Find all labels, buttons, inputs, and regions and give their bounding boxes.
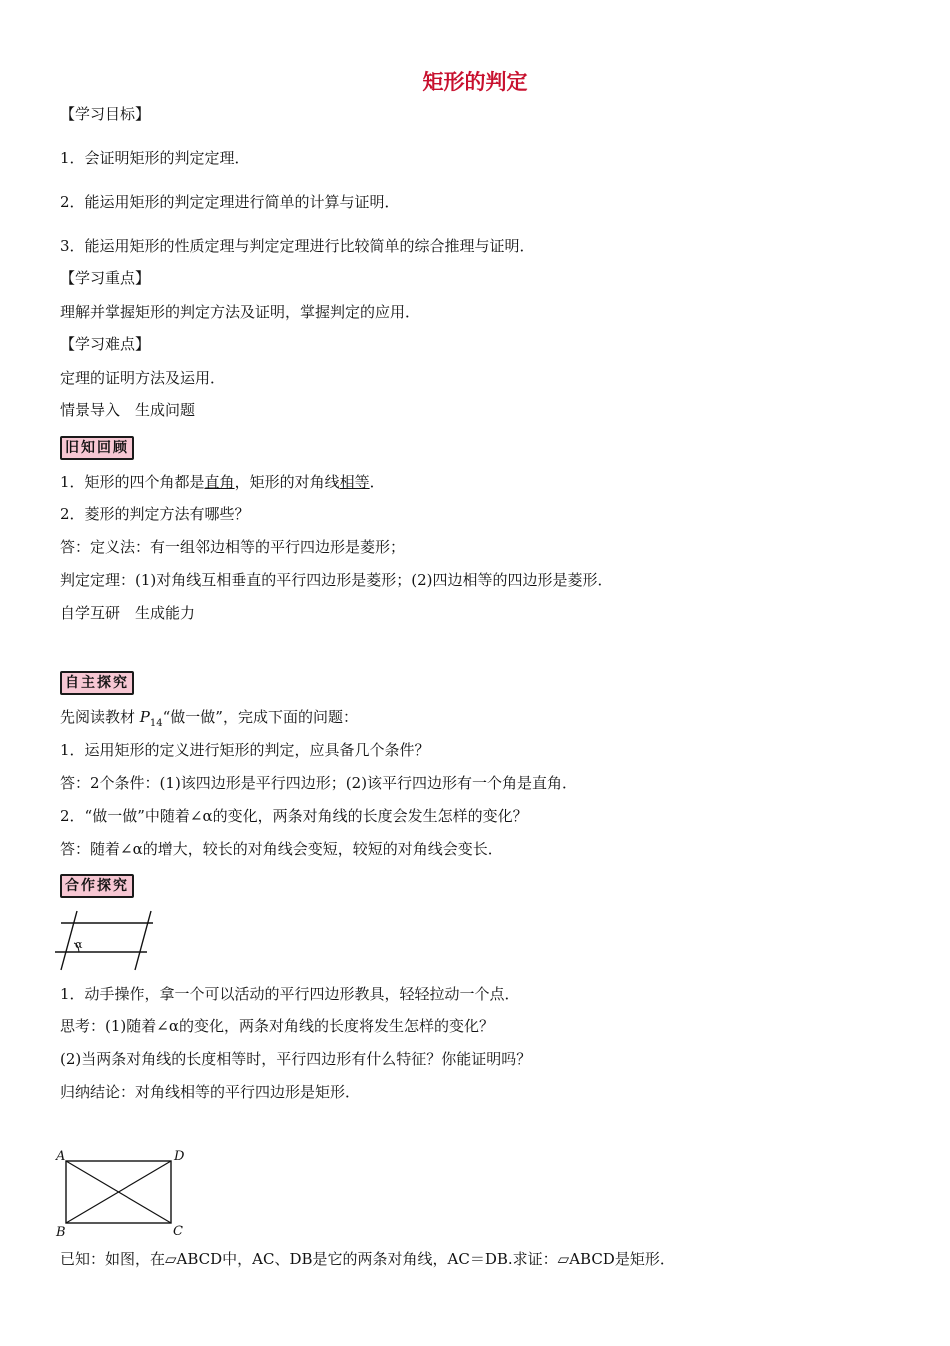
coop-think2: (2)当两条对角线的长度相等时，平行四边形有什么特征？你能证明吗？: [60, 1050, 532, 1068]
difficulties-heading: 【学习难点】: [60, 335, 151, 353]
vertex-label-d: D: [174, 1149, 185, 1164]
goal-item-2: 2．能运用矩形的判定定理进行简单的计算与证明．: [60, 193, 400, 211]
review-q2: 2．菱形的判定方法有哪些？: [60, 505, 250, 523]
review-a2-line1: 答：定义法：有一组邻边相等的平行四边形是菱形；: [60, 538, 406, 556]
transversal-right: [135, 911, 151, 970]
review-q1-answer-equal: 相等: [339, 473, 370, 491]
rectangle-abcd-figure: [52, 1146, 192, 1238]
coop-conclusion: 归纳结论：对角线相等的平行四边形是矩形．: [60, 1083, 361, 1101]
parallelogram-figure: [55, 908, 160, 974]
explore-q2: 2．“做一做”中随着∠α的变化，两条对角线的长度会发生怎样的变化？: [60, 807, 528, 825]
vertex-label-a: A: [56, 1149, 66, 1164]
explore-lead-part: “做一做”，完成下面的问题：: [162, 708, 358, 726]
coop-step1: 1．动手操作，拿一个可以活动的平行四边形教具，轻轻拉动一个点．: [60, 985, 520, 1003]
review-q1: [60, 472, 385, 492]
review-q1-part: ，矩形的对角线: [234, 473, 340, 491]
intro-heading: 情景导入 生成问题: [60, 401, 196, 419]
goal-item-3: 3．能运用矩形的性质定理与判定定理进行比较简单的综合推理与证明．: [60, 237, 535, 255]
review-q1-part: 1．矩形的四个角都是: [60, 473, 205, 491]
explore-lead-page-number: 14: [149, 718, 163, 729]
explore-badge: 自主探究: [60, 671, 134, 695]
review-q1-part: ．: [369, 473, 385, 491]
review-badge: 旧知回顾: [60, 436, 134, 460]
coop-badge: 合作探究: [60, 874, 134, 898]
given-prove-statement: 已知：如图，在▱ABCD中，AC、DB是它的两条对角线，AC＝DB.求证：▱ABCD是矩形．: [60, 1250, 675, 1268]
explore-a2: 答：随着∠α的增大，较长的对角线会变短，较短的对角线会变长．: [60, 840, 503, 858]
review-q1-answer-right-angle: 直角: [204, 473, 235, 491]
vertex-label-c: C: [173, 1224, 183, 1238]
goal-item-1: 1．会证明矩形的判定定理．: [60, 149, 250, 167]
explore-lead: [60, 707, 358, 734]
page-title: 矩形的判定: [422, 70, 528, 94]
angle-alpha-label: α: [75, 938, 83, 951]
explore-q1: 1．运用矩形的定义进行矩形的判定，应具备几个条件？: [60, 741, 430, 759]
coop-think1: 思考：(1)随着∠α的变化，两条对角线的长度将发生怎样的变化？: [60, 1017, 494, 1035]
explore-lead-page: P: [139, 708, 150, 726]
key-points-heading: 【学习重点】: [60, 269, 151, 287]
self-study-heading: 自学互研 生成能力: [60, 604, 196, 622]
review-a2-line2: 判定定理：(1)对角线互相垂直的平行四边形是菱形；(2)四边相等的四边形是菱形．: [60, 571, 613, 589]
explore-lead-part: 先阅读教材: [60, 708, 136, 726]
goals-heading: 【学习目标】: [60, 105, 151, 123]
key-points-text: 理解并掌握矩形的判定方法及证明，掌握判定的应用．: [60, 303, 421, 321]
vertex-label-b: B: [56, 1225, 66, 1238]
difficulties-text: 定理的证明方法及运用．: [60, 369, 226, 387]
explore-a1: 答：2个条件：(1)该四边形是平行四边形；(2)该平行四边形有一个角是直角．: [60, 774, 578, 792]
